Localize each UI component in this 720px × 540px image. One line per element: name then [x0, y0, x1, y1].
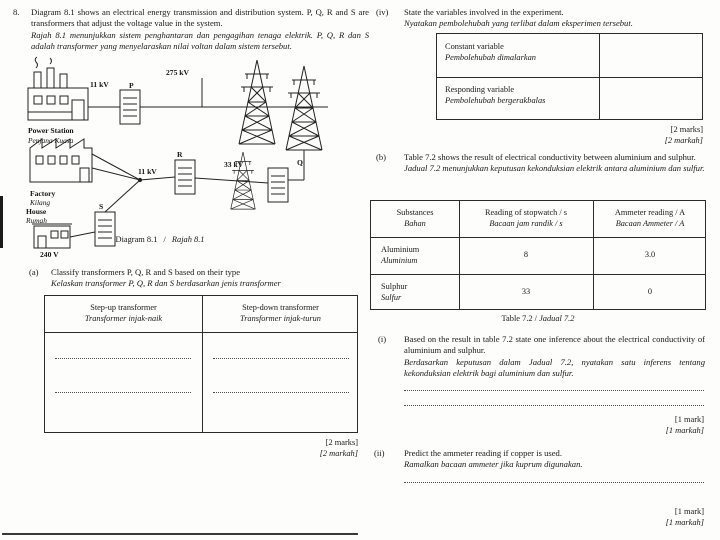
responding-variable-label-my: Pembolehubah bergerakbalas [445, 96, 546, 106]
header-stopwatch [459, 201, 593, 237]
aluminium-ammeter-value [593, 237, 707, 274]
sulphur-stopwatch: 33 [521, 287, 531, 297]
row-aluminium-name [371, 237, 459, 274]
sulphur-ammeter-value [593, 274, 707, 311]
label-33kv: 33 kV [224, 160, 244, 169]
power-station-label-en: Power Station [28, 126, 74, 135]
scan-artifact-bottom-line [2, 533, 358, 535]
part-a-text-my: Kelaskan transformer P, Q, R dan S berdasarkan jenis transformer [51, 278, 281, 289]
stopwatch-header-en: Reading of stopwatch / s [484, 208, 568, 218]
constant-variable-label-en: Constant variable [445, 42, 504, 51]
constant-variable-cell [445, 41, 593, 64]
table-divider [437, 77, 702, 78]
substances-header-en: Substances [396, 208, 434, 218]
part-i-marks-en: [1 mark] [674, 415, 704, 424]
sulphur-ammeter: 0 [647, 287, 653, 297]
aluminium-name-en: Aluminium [381, 244, 420, 254]
factory-label-en: Factory [30, 189, 56, 198]
variables-table [436, 33, 703, 120]
label-11kv-station: 11 kV [90, 80, 109, 89]
table-7-2 [370, 200, 706, 310]
sulphur-stopwatch-value [459, 274, 593, 311]
table-divider [45, 332, 357, 333]
part-b-label: (b) [376, 152, 387, 162]
part-iv-marks-en: [2 marks] [670, 125, 703, 134]
part-a-marks [238, 437, 358, 459]
label-transformer-s: S [99, 202, 104, 211]
label-transformer-r: R [177, 150, 183, 159]
ammeter-header-en: Ammeter reading / A [614, 208, 686, 218]
part-a-marks-my: [2 markah] [319, 449, 358, 459]
transformer-r-icon [175, 160, 195, 194]
ammeter-header-my: Bacaan Ammeter / A [615, 219, 685, 228]
part-i-text-my: Berdasarkan keputusan dalam Jadual 7.2, nyatakan satu inferens tentang kekonduksian elektrik bagi aluminium dan sulfur. [404, 356, 705, 379]
answer-line [55, 392, 191, 393]
table-caption-sep: / [534, 314, 537, 323]
part-i-label: (i) [378, 334, 387, 344]
diagram-8-1 [10, 56, 368, 262]
answer-line [404, 390, 704, 391]
header-ammeter [593, 201, 707, 237]
transformer-p-icon [120, 90, 140, 124]
house-label-my: Rumah [26, 216, 47, 225]
table-caption-my: Jadual 7.2 [539, 314, 575, 323]
transmission-tower-icon [239, 60, 275, 144]
sulphur-name-en: Sulphur [381, 281, 408, 291]
part-i-marks-my: [1 markah] [665, 426, 704, 436]
part-ii-text-my: Ramalkan bacaan ammeter jika kuprum digunakan. [404, 459, 583, 470]
diagram-caption: Diagram 8.1 / Rajah 8.1 [115, 235, 205, 244]
label-275kv: 275 kV [166, 68, 189, 77]
part-a-text-en: Classify transformers P, Q, R and S based on their type [51, 267, 241, 277]
answer-line [55, 358, 191, 359]
part-ii-question [404, 448, 705, 471]
part-ii-label: (ii) [374, 448, 385, 458]
part-a-label: (a) [29, 267, 39, 277]
label-240v: 240 V [40, 250, 59, 259]
aluminium-stopwatch-value [459, 237, 593, 274]
question-8-number: 8. [13, 7, 20, 17]
step-down-header-cell [202, 296, 359, 332]
step-up-label-en: Step-up transformer [90, 303, 157, 313]
classification-table [44, 295, 358, 433]
table-7-2-caption [370, 314, 706, 323]
part-ii-marks [580, 506, 704, 528]
answer-line [404, 482, 704, 483]
step-down-label-my: Transformer injak-turun [240, 314, 321, 323]
part-ii-marks-en: [1 mark] [674, 507, 704, 516]
part-b-text-en: Table 7.2 shows the result of electrical conductivity between aluminium and sulphur. [404, 152, 696, 162]
house-label-en: House [26, 207, 47, 216]
row-sulphur-name [371, 274, 459, 311]
label-transformer-p: P [129, 81, 134, 90]
part-a-question [51, 267, 358, 290]
house-icon [32, 224, 72, 248]
transformer-q-icon [268, 168, 288, 202]
aluminium-name-my: Aluminium [381, 255, 418, 265]
label-11kv-junction: 11 kV [138, 167, 157, 176]
part-iv-text-my: Nyatakan pembolehubah yang terlibat dalam eksperimen tersebut. [404, 18, 633, 29]
aluminium-ammeter: 3.0 [644, 250, 656, 260]
header-substances [371, 201, 459, 237]
part-b-question [404, 152, 705, 175]
part-i-text-en: Based on the result in table 7.2 state one inference about the electrical conductivity of aluminium and sulphur. [404, 334, 705, 356]
part-iv-marks [580, 124, 703, 146]
step-up-header-cell [45, 296, 202, 332]
transformer-s-icon [95, 212, 115, 246]
power-station-label-my: Penjana Kuasa [28, 136, 74, 145]
answer-line [404, 405, 704, 406]
label-transformer-q: Q [297, 158, 303, 167]
step-down-label-en: Step-down transformer [242, 303, 319, 313]
part-iv-text-en: State the variables involved in the experiment. [404, 7, 564, 17]
step-up-label-my: Transformer injak-naik [84, 314, 163, 323]
power-station-icon [28, 57, 88, 120]
constant-variable-label-my: Pembolehubah dimalarkan [445, 53, 536, 63]
part-i-marks [580, 414, 704, 436]
question-8-intro [31, 7, 369, 52]
answer-line [213, 392, 349, 393]
part-iv-question [404, 7, 705, 30]
factory-label-my: Kilang [30, 198, 51, 207]
responding-variable-label-en: Responding variable [445, 85, 515, 94]
sulphur-name-my: Sulfur [381, 292, 402, 302]
stopwatch-header-my: Bacaan jam randik / s [489, 219, 563, 228]
substances-header-my: Bahan [404, 219, 426, 228]
part-ii-marks-my: [1 markah] [665, 518, 704, 528]
responding-variable-cell [445, 84, 593, 107]
table-caption-en: Table 7.2 [501, 314, 533, 323]
part-iv-marks-my: [2 markah] [664, 136, 703, 146]
answer-line [213, 358, 349, 359]
scan-artifact-left-edge [0, 196, 3, 248]
transmission-tower-icon [286, 66, 322, 150]
question-8-text-en: Diagram 8.1 shows an electrical energy transmission and distribution system. P, Q, R and S are transformers that adjust the voltage value in the system. [31, 7, 369, 29]
question-8-text-my: Rajah 8.1 menunjukkan sistem penghantaran dan pengagihan tenaga elektrik. P, Q, R dan S adalah transformer yang menyelaraskan nilai voltan dalam sistem tersebut. [31, 29, 369, 52]
factory-icon [30, 139, 92, 182]
aluminium-stopwatch: 8 [523, 250, 529, 260]
part-a-marks-en: [2 marks] [325, 438, 358, 447]
part-ii-text-en: Predict the ammeter reading if copper is used. [404, 448, 562, 458]
part-i-question [404, 334, 705, 379]
part-b-text-my: Jadual 7.2 menunjukkan keputusan kekonduksian elektrik antara aluminium dan sulfur. [404, 163, 705, 174]
part-iv-label: (iv) [376, 7, 389, 17]
